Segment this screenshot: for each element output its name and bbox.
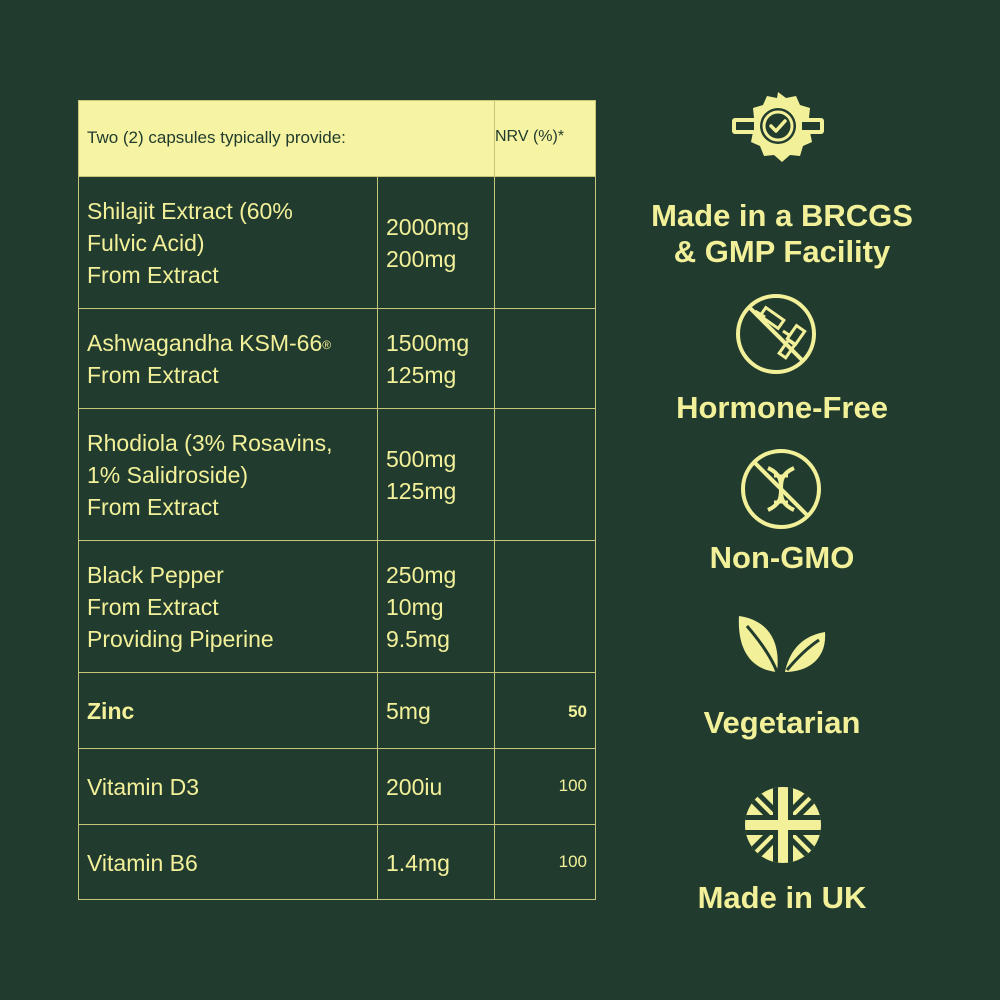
ingredient-nrv: 100 <box>558 776 587 795</box>
table-header <box>79 101 595 177</box>
ingredient-name: Vitamin D3 <box>87 774 200 800</box>
badge-hormone-free <box>640 390 924 426</box>
table-row <box>79 825 595 899</box>
non-gmo-dna-icon <box>738 446 824 532</box>
table-row <box>79 673 595 749</box>
badge-label: Hormone-Free <box>676 390 888 425</box>
ingredient-name: Ashwagandha KSM-66® From Extract <box>87 330 332 388</box>
ingredient-name: Vitamin B6 <box>87 850 198 876</box>
header-nrv: NRV (%)* <box>495 128 565 145</box>
table-row <box>79 309 595 409</box>
table-row <box>79 409 595 541</box>
ingredient-name: Shilajit Extract (60% Fulvic Acid) From Extract <box>87 198 293 288</box>
ingredient-amount: 500mg 125mg <box>386 446 457 504</box>
ingredient-nrv: 100 <box>558 852 587 871</box>
badge-label: Vegetarian <box>703 705 861 740</box>
badge-made-in-uk <box>640 880 924 916</box>
union-jack-icon <box>744 786 822 864</box>
badge-label: Made in UK <box>697 880 867 915</box>
table-row <box>79 749 595 825</box>
ingredient-name: Rhodiola (3% Rosavins, 1% Salidroside) From Extract <box>87 430 333 520</box>
ingredient-amount: 2000mg 200mg <box>386 214 470 272</box>
ingredient-nrv: 50 <box>568 702 587 721</box>
ingredient-name: Zinc <box>87 698 135 724</box>
table-row <box>79 176 595 309</box>
ingredient-amount: 200iu <box>386 774 443 800</box>
badge-label: Made in a BRCGS & GMP Facility <box>651 198 913 269</box>
no-hormone-syringe-icon <box>733 291 819 377</box>
ingredient-amount: 250mg 10mg 9.5mg <box>386 562 457 652</box>
leaves-icon <box>733 612 829 676</box>
certified-seal-icon <box>730 88 826 174</box>
badge-brcgs-gmp <box>640 198 924 270</box>
ingredient-name: Black Pepper From Extract Providing Piperine <box>87 562 274 652</box>
badge-label: Non-GMO <box>709 540 855 575</box>
ingredient-amount: 5mg <box>386 698 431 724</box>
badge-vegetarian <box>640 705 924 741</box>
table-row <box>79 541 595 673</box>
badge-non-gmo <box>640 540 924 576</box>
header-label: Two (2) capsules typically provide: <box>87 128 346 147</box>
nutrition-table <box>78 100 596 900</box>
ingredient-amount: 1.4mg <box>386 850 450 876</box>
ingredient-amount: 1500mg 125mg <box>386 330 470 388</box>
